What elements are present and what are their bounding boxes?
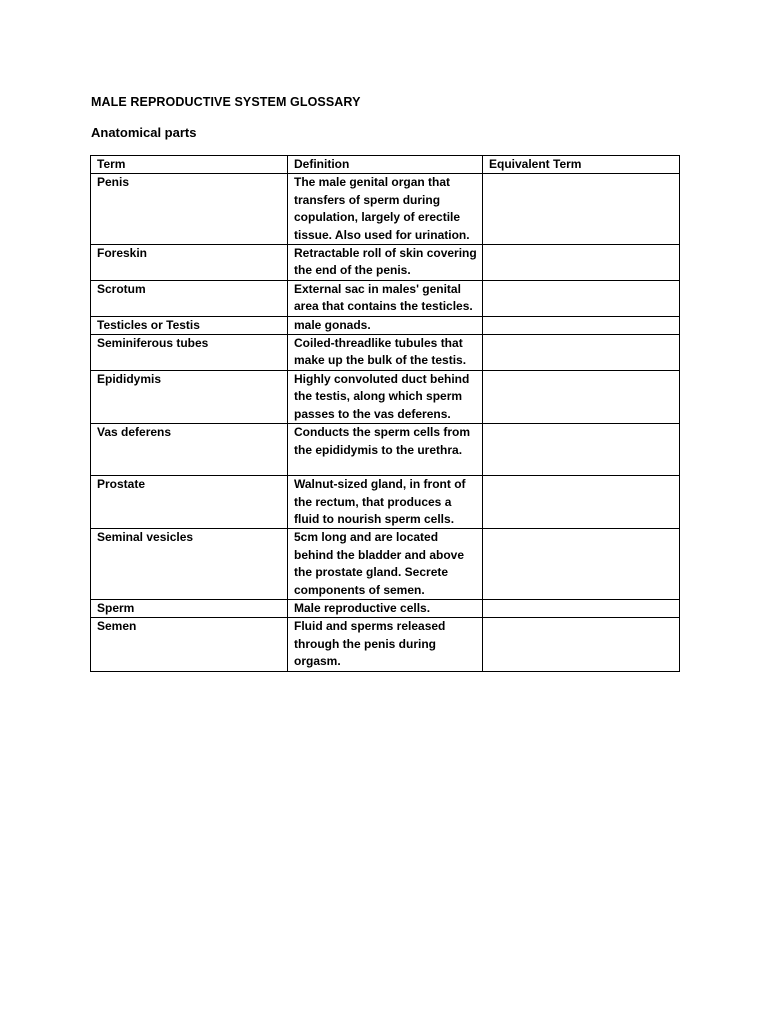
equivalent-term-cell [483, 245, 680, 281]
equivalent-term-cell [483, 618, 680, 671]
term-cell: Prostate [91, 476, 288, 529]
header-term: Term [91, 156, 288, 174]
equivalent-term-cell [483, 529, 680, 600]
table-row [91, 370, 680, 423]
table-row [91, 599, 680, 617]
table-row [91, 174, 680, 245]
table-row [91, 529, 680, 600]
table-header-row [91, 156, 680, 174]
equivalent-term-cell [483, 370, 680, 423]
definition-cell: Fluid and sperms released through the penis during orgasm. [288, 618, 483, 671]
term-cell: Seminal vesicles [91, 529, 288, 600]
term-cell: Testicles or Testis [91, 316, 288, 334]
definition-cell: Coiled-threadlike tubules that make up the bulk of the testis. [288, 335, 483, 371]
table-row [91, 476, 680, 529]
definition-cell: Male reproductive cells. [288, 599, 483, 617]
table-row [91, 335, 680, 371]
equivalent-term-cell [483, 335, 680, 371]
table-row [91, 618, 680, 671]
table-row [91, 424, 680, 476]
term-cell: Epididymis [91, 370, 288, 423]
term-cell: Semen [91, 618, 288, 671]
definition-cell: Retractable roll of skin covering the end of the penis. [288, 245, 483, 281]
document-title: MALE REPRODUCTIVE SYSTEM GLOSSARY [91, 95, 361, 109]
definition-cell: External sac in males' genital area that contains the testicles. [288, 280, 483, 316]
section-heading: Anatomical parts [91, 125, 197, 140]
term-cell: Seminiferous tubes [91, 335, 288, 371]
equivalent-term-cell [483, 424, 680, 476]
term-cell: Vas deferens [91, 424, 288, 476]
equivalent-term-cell [483, 280, 680, 316]
term-cell: Sperm [91, 599, 288, 617]
glossary-table [90, 155, 680, 672]
table-row [91, 280, 680, 316]
header-equivalent-term: Equivalent Term [483, 156, 680, 174]
definition-cell: Walnut-sized gland, in front of the rectum, that produces a fluid to nourish sperm cells. [288, 476, 483, 529]
equivalent-term-cell [483, 476, 680, 529]
header-definition: Definition [288, 156, 483, 174]
term-cell: Foreskin [91, 245, 288, 281]
definition-cell: male gonads. [288, 316, 483, 334]
table-row [91, 245, 680, 281]
definition-cell: The male genital organ that transfers of sperm during copulation, largely of erectile tissue. Also used for urination. [288, 174, 483, 245]
term-cell: Scrotum [91, 280, 288, 316]
table-row [91, 316, 680, 334]
equivalent-term-cell [483, 174, 680, 245]
definition-cell: Highly convoluted duct behind the testis, along which sperm passes to the vas deferens. [288, 370, 483, 423]
definition-cell: 5cm long and are located behind the bladder and above the prostate gland. Secrete components of semen. [288, 529, 483, 600]
equivalent-term-cell [483, 599, 680, 617]
term-cell: Penis [91, 174, 288, 245]
definition-cell: Conducts the sperm cells from the epididymis to the urethra. [288, 424, 483, 476]
equivalent-term-cell [483, 316, 680, 334]
